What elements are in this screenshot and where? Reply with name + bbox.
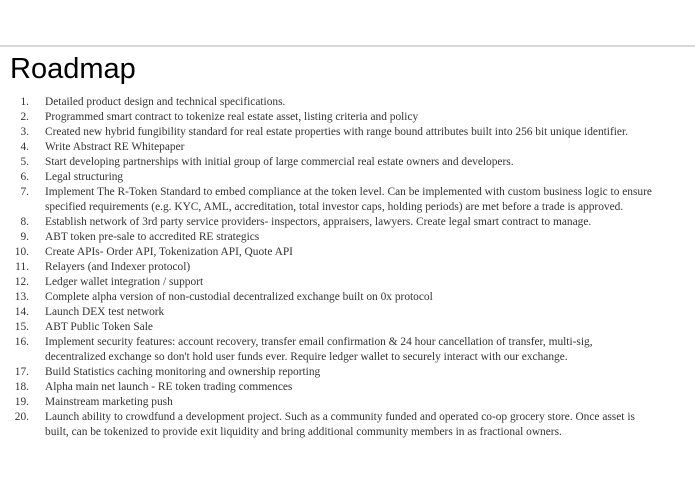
item-number: 6. bbox=[20, 171, 29, 183]
roadmap-item-2 bbox=[0, 110, 695, 125]
roadmap-list bbox=[0, 95, 695, 440]
item-number: 1. bbox=[20, 96, 29, 108]
roadmap-item-9 bbox=[0, 230, 695, 245]
item-text: Legal structuring bbox=[45, 171, 124, 183]
roadmap-item-19 bbox=[0, 395, 695, 410]
roadmap-item-12 bbox=[0, 275, 695, 290]
item-text: Implement The R-Token Standard to embed compliance at the token level. Can be implemented with custom business logic to ensure bbox=[45, 186, 652, 198]
item-text: Build Statistics caching monitoring and ownership reporting bbox=[45, 366, 321, 378]
item-number: 2. bbox=[20, 111, 29, 123]
item-number: 17. bbox=[14, 366, 29, 378]
roadmap-item-17 bbox=[0, 365, 695, 380]
item-text: Launch ability to crowdfund a development project. Such as a community funded and operated co-op grocery store. Once asset is bbox=[45, 411, 635, 423]
item-text: ABT Public Token Sale bbox=[45, 321, 153, 333]
item-text: Launch DEX test network bbox=[45, 306, 165, 318]
item-number: 16. bbox=[14, 336, 29, 348]
item-number: 19. bbox=[14, 396, 29, 408]
item-number: 3. bbox=[20, 126, 29, 138]
top-divider bbox=[0, 45, 695, 47]
item-number: 12. bbox=[14, 276, 29, 288]
item-text: Implement security features: account recovery, transfer email confirmation & 24 hour cancellation of transfer, multi-sig, bbox=[45, 336, 593, 348]
item-text: Programmed smart contract to tokenize real estate asset, listing criteria and policy bbox=[45, 111, 419, 123]
item-text-continued: specified requirements (e.g. KYC, AML, accreditation, total investor caps, holding periods) are met before a trade is approved. bbox=[45, 201, 624, 213]
roadmap-item-6 bbox=[0, 170, 695, 185]
roadmap-item-13 bbox=[0, 290, 695, 305]
item-number: 10. bbox=[14, 246, 29, 258]
roadmap-item-11 bbox=[0, 260, 695, 275]
roadmap-item-7 bbox=[0, 185, 695, 215]
item-text-continued: decentralized exchange so don't hold user funds ever. Require ledger wallet to securely interact with our exchange. bbox=[45, 351, 568, 363]
item-number: 5. bbox=[20, 156, 29, 168]
item-number: 15. bbox=[14, 321, 29, 333]
item-text: Created new hybrid fungibility standard for real estate properties with range bound attributes built into 256 bit unique identifier. bbox=[45, 126, 628, 138]
item-number: 14. bbox=[14, 306, 29, 318]
roadmap-item-20 bbox=[0, 410, 695, 440]
item-text: Mainstream marketing push bbox=[45, 396, 173, 408]
item-text: Write Abstract RE Whitepaper bbox=[45, 141, 185, 153]
roadmap-item-4 bbox=[0, 140, 695, 155]
roadmap-item-1 bbox=[0, 95, 695, 110]
roadmap-item-10 bbox=[0, 245, 695, 260]
roadmap-item-3 bbox=[0, 125, 695, 140]
item-number: 18. bbox=[14, 381, 29, 393]
roadmap-item-18 bbox=[0, 380, 695, 395]
roadmap-item-15 bbox=[0, 320, 695, 335]
item-text: Complete alpha version of non-custodial decentralized exchange built on 0x protocol bbox=[45, 291, 433, 303]
item-number: 11. bbox=[15, 261, 29, 273]
roadmap-item-14 bbox=[0, 305, 695, 320]
item-number: 7. bbox=[20, 186, 29, 198]
item-text: Relayers (and Indexer protocol) bbox=[45, 261, 191, 273]
item-number: 4. bbox=[20, 141, 29, 153]
roadmap-item-16 bbox=[0, 335, 695, 365]
roadmap-item-8 bbox=[0, 215, 695, 230]
item-text: Ledger wallet integration / support bbox=[45, 276, 204, 288]
page-title: Roadmap bbox=[10, 53, 136, 85]
item-text: Establish network of 3rd party service providers- inspectors, appraisers, lawyers. Create legal smart contract to manage. bbox=[45, 216, 592, 228]
item-number: 8. bbox=[20, 216, 29, 228]
item-number: 13. bbox=[14, 291, 29, 303]
item-text-continued: built, can be tokenized to provide exit liquidity and bring additional community members in as fractional owners. bbox=[45, 426, 562, 438]
item-number: 20. bbox=[14, 411, 29, 423]
item-number: 9. bbox=[20, 231, 29, 243]
item-text: ABT token pre-sale to accredited RE strategics bbox=[45, 231, 260, 243]
item-text: Detailed product design and technical specifications. bbox=[45, 96, 286, 108]
item-text: Alpha main net launch - RE token trading commences bbox=[45, 381, 293, 393]
roadmap-item-5 bbox=[0, 155, 695, 170]
item-text: Create APIs- Order API, Tokenization API, Quote API bbox=[45, 246, 293, 258]
item-text: Start developing partnerships with initial group of large commercial real estate owners and developers. bbox=[45, 156, 514, 168]
